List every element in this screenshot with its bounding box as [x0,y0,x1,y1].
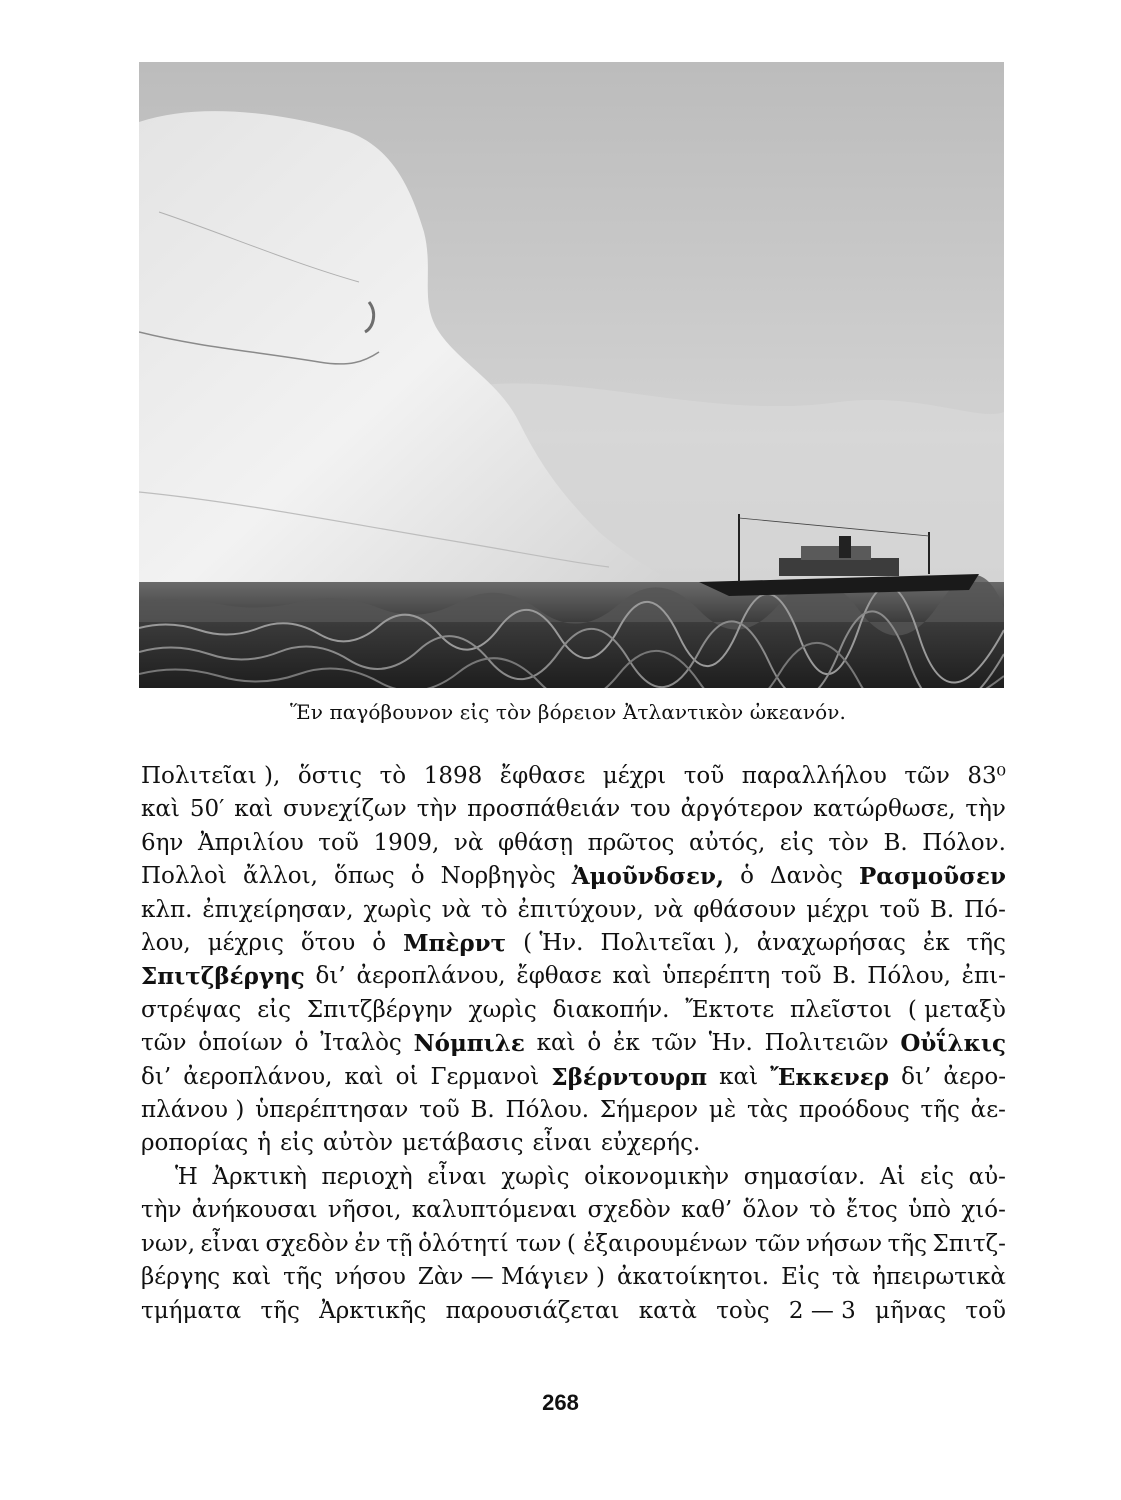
text-word: αὐ- [968,1163,1006,1190]
text-line [141,760,1006,793]
text-word: μέχρις [207,930,284,957]
text-word: εἰς [280,1130,314,1157]
text-word: Πολιτεῖαι ), [141,763,281,789]
text-word: ἔτος [845,1197,898,1224]
text-word: φθάσουν [693,896,797,923]
text-word: βέργης [141,1264,221,1291]
text-line [141,1127,1006,1160]
text-word: καὶ [612,963,652,990]
text-word: τῶν [141,1030,187,1057]
text-word: εἰς [920,1163,954,1190]
text-word: ἐκ [922,930,950,957]
text-word: νὰ [441,896,472,923]
text-word: τῆς [920,1097,960,1124]
text-word: ἀκατοίκητοι. [617,1264,770,1291]
text-word: πλάνου ) [141,1097,245,1124]
text-word: Ἀρκτικὴ [212,1163,307,1190]
text-word: νων, [141,1230,196,1257]
text-word: χωρὶς [501,1163,570,1190]
text-word: 6ην [141,829,184,856]
text-word: εἶναι [427,1163,487,1190]
text-word: ἔφθασε [499,763,586,789]
text-line [141,1228,1006,1261]
text-word: περιοχὴ [321,1163,413,1190]
text-word: νήσων [805,1230,883,1257]
text-word: ἡ [257,1130,272,1157]
text-word: ὁ [740,863,754,890]
text-line [141,1094,1006,1127]
text-word: ὁ [372,930,387,957]
text-line [141,1261,1006,1294]
text-word: Ἀπριλίου [198,829,304,856]
figure-caption: Ἕν παγόβουνον εἰς τὸν βόρειον Ἀτλαντικὸν ὠκεανόν. [290,700,846,724]
text-word: καὶ [232,1264,272,1291]
text-word: ἀργότερον [680,796,804,823]
text-word: ὅλον [742,1197,799,1224]
text-word: Ἔκκενερ [770,1063,890,1091]
text-word: ἐπι- [961,963,1006,990]
text-word: Νόμπιλε [413,1030,525,1058]
text-word: δι’ [141,1063,172,1090]
text-word: Πολιτειῶν [764,1030,889,1057]
text-word: χωρὶς [363,896,432,923]
text-word: Σπιτζβέργην [306,996,453,1023]
text-word: μέχρι [602,763,667,789]
text-word: Ἰταλὸς [320,1030,402,1057]
text-line [141,960,1006,993]
text-line [141,793,1006,826]
text-word: στρέψας [141,996,242,1023]
text-word: Πολιτεῖαι ), [600,930,740,957]
text-word: κατὰ [638,1297,697,1324]
text-word: τὰς [746,1097,789,1124]
text-word: Σήμερον [599,1097,699,1124]
text-word: καὶ [141,796,180,823]
text-word: μὲ [708,1097,737,1124]
text-word: δι’ [901,1063,932,1090]
text-word: σημασίαν. [743,1163,866,1190]
text-word: 2 — 3 [788,1297,856,1324]
text-line [141,1194,1006,1227]
text-word: ἠπειρωτικὰ [872,1264,1006,1291]
text-word: ὅστις [297,763,363,789]
text-word: καὶ [344,1063,384,1090]
text-word: ὅπως [334,863,395,890]
text-word: Ρασμοῦσεν [858,863,1006,891]
text-line [141,860,1006,893]
text-word: ἐπιτύχουν, [517,896,644,923]
text-word: ἀνήκουσαι [191,1197,318,1224]
text-word: σχεδὸν [587,1197,671,1224]
text-word: ( Ἡν. [523,930,584,957]
text-word: Β. [832,963,857,990]
text-word: Β. [883,829,908,856]
iceberg-ship-photo [139,62,1004,688]
text-line [141,894,1006,927]
text-word: προσπάθειάν [467,796,621,823]
text-word: κλπ. [141,896,193,923]
text-word: αὐτὸν [322,1130,393,1157]
text-word: τῆς [260,1297,300,1324]
text-word: αὐτός, [689,829,766,856]
text-word: Ἡ [175,1163,198,1190]
text-word: 83⁰ [967,763,1006,789]
text-word: Ἀρκτικῆς [319,1297,427,1324]
text-word: τῶν [651,1030,697,1057]
text-word: εἶναι [200,1230,260,1257]
text-word: εἰς [779,829,814,856]
text-word: Δανὸς [770,863,843,890]
text-line [141,1295,1006,1328]
text-word: Εἰς [781,1264,820,1291]
text-word: ἀναχωρήσας [756,930,906,957]
text-word: ὁ [410,863,425,890]
text-word: 50′ [189,796,225,823]
text-word: του [630,796,671,823]
text-word: Σπιτζ- [932,1230,1006,1257]
text-word: Πολλοὶ [141,863,227,890]
text-word: καλυπτόμεναι [411,1197,578,1224]
text-word: ὁ [587,1030,602,1057]
text-word: ( ἐξαιρουμένων τῶν [566,1230,801,1257]
text-word: παρουσιάζεται [445,1297,620,1324]
text-word: Αἱ [879,1163,906,1190]
text-word: δι’ [315,963,346,990]
text-word: ( μεταξὺ [907,996,1006,1023]
text-word: χωρὶς [468,996,537,1023]
text-word: τοῦ [965,1297,1006,1324]
text-word: κατώρθωσε, [813,796,956,823]
text-word: μῆνας [875,1297,947,1324]
text-word: Β. [470,1097,495,1124]
text-word: τὴν [416,796,458,823]
text-word: τοῦ [419,1097,460,1124]
text-word: ἄλλοι, [243,863,318,890]
text-word: τῆς [887,1230,928,1257]
text-word: οἰκονομικὴν [584,1163,730,1190]
text-word: νῆσοι, [327,1197,402,1224]
text-word: τοῦ [781,963,822,990]
text-line [141,827,1006,860]
text-word: τμήματα [141,1297,242,1324]
text-word: καθ’ [681,1197,733,1224]
text-word: τὸ [481,896,508,923]
text-word: ὁ [294,1030,309,1057]
text-word: Ἀμοῦνδσεν, [571,863,724,891]
text-word: τῆς [966,930,1006,957]
text-word: μέχρι [806,896,870,923]
text-word: 1898 [423,763,483,789]
text-word: πλεῖστοι [790,996,892,1023]
text-word: εἶναι [532,1130,593,1157]
body-text [141,760,1006,1328]
text-word: φθάσῃ [498,829,573,856]
text-word: νήσου [334,1264,406,1291]
text-word: τὴν [141,1197,182,1224]
text-word: νὰ [453,829,484,856]
text-word: λου, [141,930,191,957]
text-word: ὁλότητί των [418,1230,562,1257]
text-line [141,994,1006,1027]
text-word: τὸ [809,1197,836,1224]
text-word: τὸ [379,763,407,789]
text-word: ροπορίας [141,1130,249,1157]
text-word: ἀε- [970,1097,1006,1124]
text-word: ἀεροπλάνου, [356,963,506,990]
text-word: Πόλου, [867,963,951,990]
text-word: Γερμανοὶ [430,1063,540,1090]
text-word: τῶν [904,763,950,789]
text-word: τοὺς [716,1297,770,1324]
text-word: Νορβηγὸς [440,863,556,890]
text-word: σχεδὸν [265,1230,349,1257]
text-word: εἰς [257,996,292,1023]
text-word: τὸν [828,829,869,856]
text-word: τοῦ [318,829,359,856]
text-word: πρῶτος [587,829,675,856]
text-line [141,1061,1006,1094]
text-word: χιό- [961,1197,1006,1224]
text-word: τοῦ [879,896,921,923]
text-word: Σβέρντουρπ [551,1063,708,1091]
text-word: Σπιτζβέργης [141,963,305,991]
text-word: Β. [930,896,955,923]
text-word: οἱ [395,1063,419,1090]
text-word: Πόλου. [505,1097,590,1124]
text-word: ὁποίων [198,1030,283,1057]
text-word: Πό- [964,896,1006,923]
text-word: καὶ [234,796,274,823]
iceberg-photo-illustration [139,62,1004,688]
text-word: διακοπήν. [552,996,670,1023]
text-word: ἐν [354,1230,381,1257]
text-word: καὶ [536,1030,576,1057]
text-word: ἐπιχείρησαν, [202,896,354,923]
text-word: ὑπὸ [908,1197,952,1224]
text-word: εὐχερής. [601,1130,701,1157]
page-number: 268 [542,1390,579,1415]
text-word: Ἡν. [708,1030,753,1057]
text-word: τὰ [831,1264,861,1291]
text-word: τὴν [965,796,1006,823]
text-word: Ζὰν — Μάγιεν ) [417,1264,605,1291]
text-word: Οὐΐλκις [900,1030,1006,1058]
text-line [141,927,1006,960]
text-word: τῇ [386,1230,413,1257]
text-word: ὑπερέπτη [662,963,771,990]
text-word: Πόλον. [922,829,1006,856]
text-word: ἀερο- [943,1063,1006,1090]
text-word: 1909, [373,829,440,856]
text-line [141,1027,1006,1060]
text-word: ἀεροπλάνου, [183,1063,333,1090]
text-word: ἐκ [613,1030,640,1057]
text-word: τοῦ [683,763,725,789]
text-line [141,1161,1006,1194]
text-word: τῆς [283,1264,323,1291]
text-word: Μπὲρντ [403,930,507,958]
text-word: ὅτου [300,930,356,957]
text-word: παραλλήλου [741,763,887,789]
text-word: συνεχίζων [283,796,407,823]
text-word: καὶ [719,1063,759,1090]
text-word: ἔφθασε [516,963,602,990]
text-word: Ἔκτοτε [685,996,775,1023]
text-word: νὰ [653,896,684,923]
text-word: ὑπερέπτησαν [255,1097,409,1124]
text-word: προόδους [798,1097,910,1124]
text-word: μετάβασις [401,1130,524,1157]
